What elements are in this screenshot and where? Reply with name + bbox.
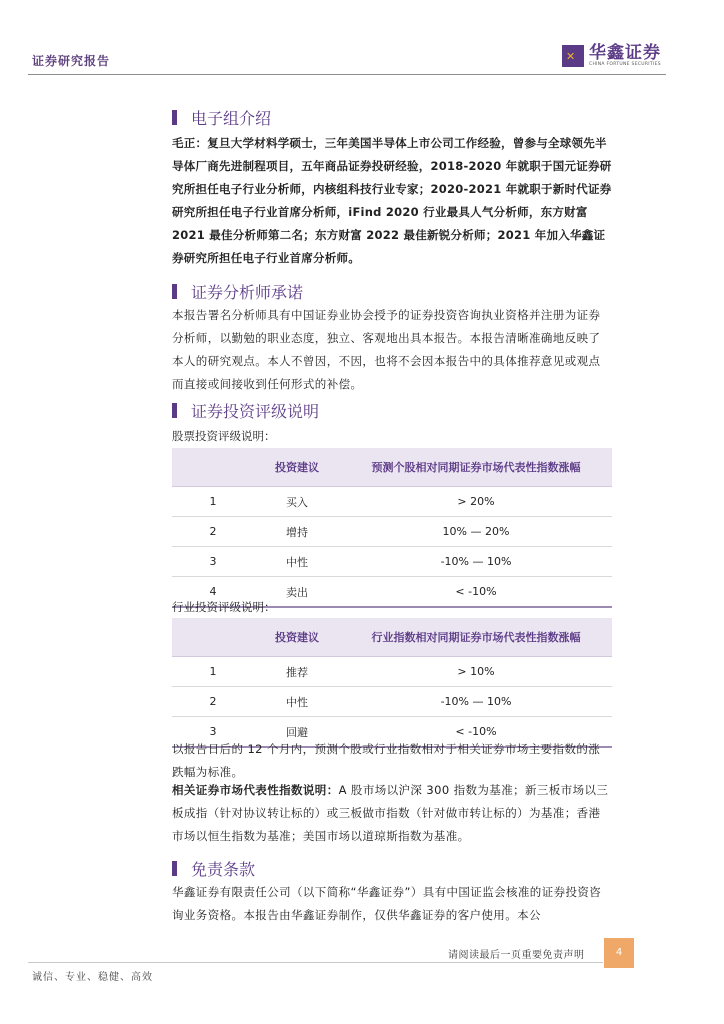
page-header [0,0,724,76]
section-title-rating: 证券投资评级说明 [172,399,319,422]
table-row: 1 买入 > 20% [172,487,612,517]
commitment-paragraph: 本报告署名分析师具有中国证券业协会授予的证券投资咨询执业资格并注册为证券分析师，以勤勉的职业态度，独立、客观地出具本报告。本报告清晰准确地反映了本人的研究观点。本人不曾因，不因，也将不会因本报告中的具体推荐意见或观点而直接或间接收到任何形式的补偿。 [172,308,601,391]
table-row: 2 中性 -10% — 10% [172,687,612,717]
table-row: 3 中性 -10% — 10% [172,547,612,577]
table-row: 4 卖出 < -10% [172,577,612,608]
rating-note: 以报告日后的 12 个月内，预测个股或行业指数相对于相关证券市场主要指数的涨跌幅为标准。 [172,742,601,779]
table-header-row: 投资建议 行业指数相对同期证券市场代表性指数涨幅 [172,618,612,657]
table-row: 2 增持 10% — 20% [172,517,612,547]
section-marker [172,110,177,125]
header-divider [28,74,666,75]
index-note-text: A 股市场以沪深 300 指数为基准；新三板市场以三板成指（针对协议转让标的）或三板做市指数（针对做市转让标的）为基准；香港市场以恒生指数为基准；美国市场以道琼斯指数为基准。 [172,783,609,843]
footer-divider [28,962,603,963]
industry-rating-label: 行业投资评级说明： [172,600,276,614]
section-title-intro: 电子组介绍 [172,106,271,129]
company-logo [562,44,661,68]
stock-rating-label: 股票投资评级说明： [172,429,276,443]
logo-icon: ✕ [562,45,584,67]
footer-slogan: 诚信、专业、稳健、高效 [32,972,153,983]
page-number: 4 [604,938,634,968]
section-marker [172,861,177,876]
industry-rating-table [172,618,612,748]
section-marker [172,403,177,418]
section-title-commitment: 证券分析师承诺 [172,280,303,303]
disclaimer-paragraph: 华鑫证券有限责任公司（以下简称“华鑫证券”）具有中国证监会核准的证券投资咨询业务资格。本报告由华鑫证券制作，仅供华鑫证券的客户使用。本公 [172,885,602,922]
table-header-row: 投资建议 预测个股相对同期证券市场代表性指数涨幅 [172,448,612,487]
report-type-label: 证券研究报告 [32,54,111,68]
intro-paragraph: 毛正：复旦大学材料学硕士，三年美国半导体上市公司工作经验，曾参与全球领先半导体厂商先进制程项目，五年商品证券投研经验，2018-2020 年就职于国元证券研究所担任电子行业分析师，内核组科技行业专家；2020-2021 年就职于新时代证券研究所担任电子行业首席分析师，iFind 2020 行业最具人气分析师，东方财富 2021 最佳分析师第二名；东方财富 2022 最佳新锐分析师；2021 年加入华鑫证券研究所担任电子行业首席分析师。 [172,136,612,265]
section-title-disclaimer: 免责条款 [172,857,255,880]
table-row: 3 回避 < -10% [172,717,612,748]
section-marker [172,284,177,299]
stock-rating-table [172,448,612,608]
table-row: 1 推荐 > 10% [172,657,612,687]
logo-english-name: CHINA FORTUNE SECURITIES [589,62,661,67]
logo-name: 华鑫证券 [589,43,661,63]
index-note [172,779,612,848]
footer-disclaimer-note: 请阅读最后一页重要免责声明 [448,950,585,961]
index-note-heading: 相关证券市场代表性指数说明： [172,783,339,797]
